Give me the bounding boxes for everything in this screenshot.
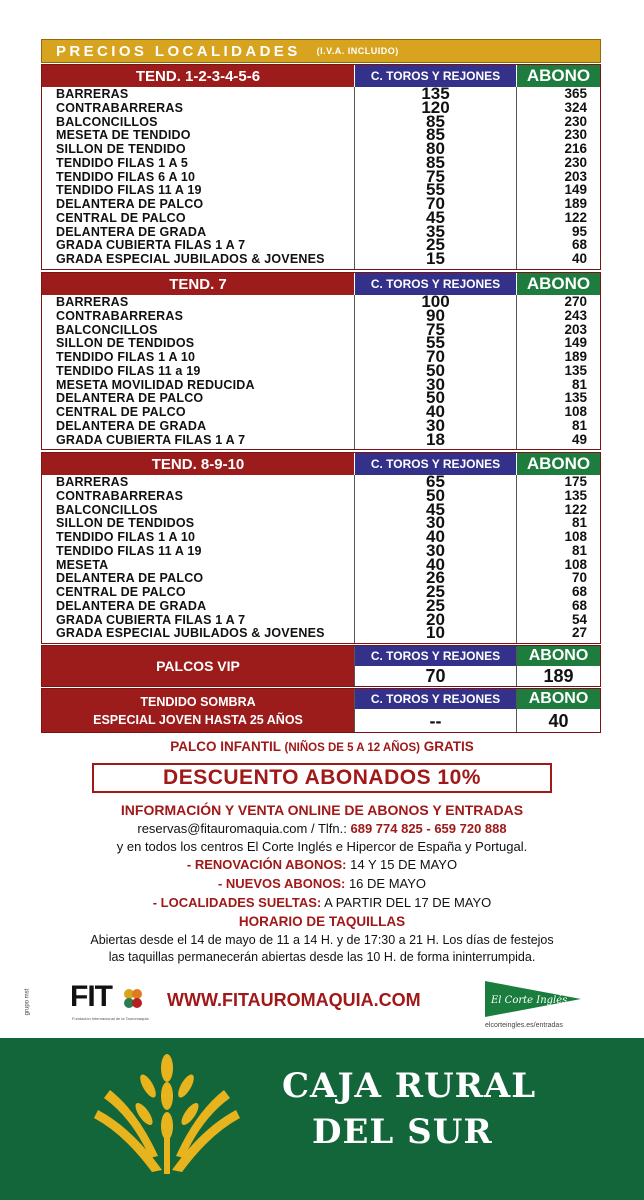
contact-line	[0, 821, 644, 836]
row-abono-price: 70	[571, 570, 587, 586]
row-toros-price: 50	[426, 388, 445, 408]
palco-infantil-free: GRATIS	[423, 739, 474, 754]
row-toros-price: 40	[426, 554, 445, 574]
row-toros-price: 30	[426, 540, 445, 560]
row-label: MESETA	[56, 557, 109, 572]
footer-logos	[0, 975, 644, 1035]
row-abono-price: 135	[564, 487, 587, 503]
row-label: CONTRABARRERAS	[56, 100, 184, 115]
row-label: BARRERAS	[56, 87, 129, 101]
nuevos-line	[0, 876, 644, 891]
column-toros-header: C. TOROS Y REJONES	[355, 689, 516, 709]
row-toros-price: 35	[426, 221, 445, 241]
row-toros-price: 30	[426, 415, 445, 435]
row-label: BALCONCILLOS	[56, 114, 158, 129]
row-toros-price: 85	[426, 111, 445, 131]
row-label: SILLON DE TENDIDOS	[56, 336, 195, 351]
column-abono-header: ABONO	[517, 646, 600, 666]
row-label: CENTRAL DE PALCO	[56, 585, 186, 599]
row-toros-price: 65	[426, 472, 445, 491]
palcos-vip-toros-price: 70	[355, 667, 516, 686]
row-label: MESETA DE TENDIDO	[56, 128, 191, 143]
row-abono-price: 149	[564, 182, 587, 198]
row-label: SILLON DE TENDIDO	[56, 142, 186, 156]
vat-note: (I.V.A. INCLUIDO)	[316, 46, 399, 56]
row-label: BALCONCILLOS	[56, 322, 158, 337]
row-toros-price: 90	[426, 305, 445, 325]
fit-logo	[70, 980, 150, 1026]
row-abono-price: 122	[564, 209, 587, 225]
row-abono-price: 68	[571, 597, 587, 613]
column-divider	[516, 475, 517, 643]
palco-infantil-label: PALCO INFANTIL	[170, 739, 281, 754]
row-toros-price: 80	[426, 139, 445, 158]
row-label: TENDIDO FILAS 11 a 19	[56, 363, 201, 378]
row-abono-price: 175	[564, 474, 587, 489]
row-abono-price: 27	[571, 625, 587, 641]
grupo-mst-text: grupo mst	[24, 988, 31, 1016]
row-label: TENDIDO FILAS 11 A 19	[56, 183, 202, 198]
row-abono-price: 189	[564, 196, 587, 211]
row-toros-price: 55	[426, 180, 445, 200]
tendido-joven-line2: ESPECIAL JOVEN HASTA 25 AÑOS	[93, 712, 303, 727]
section-title: TEND. 7	[42, 273, 354, 295]
column-divider	[354, 87, 355, 269]
sueltas-value: A PARTIR DEL 17 DE MAYO	[324, 895, 492, 910]
sponsor-band	[0, 1038, 644, 1200]
row-label: GRADA ESPECIAL JUBILADOS & JOVENES	[56, 252, 325, 266]
row-abono-price: 189	[564, 349, 587, 364]
grupo-mst-logo	[26, 981, 38, 1031]
row-abono-price: 81	[571, 542, 587, 558]
row-toros-price: 100	[421, 292, 450, 311]
horario-heading: HORARIO DE TAQUILLAS	[238, 914, 406, 929]
row-abono-price: 203	[564, 321, 587, 337]
sueltas-label: - LOCALIDADES SUELTAS:	[152, 895, 322, 910]
column-toros-header: C. TOROS Y REJONES	[355, 65, 516, 87]
row-abono-price: 135	[564, 362, 587, 378]
row-abono-price: 81	[571, 515, 587, 531]
row-toros-price: 25	[426, 235, 445, 255]
row-toros-price: 45	[426, 499, 445, 519]
horario-line-1: Abiertas desde el 14 de mayo de 11 a 14 H. y de 17:30 a 21 H. Los días de festejos	[90, 933, 554, 947]
el-corte-ingles-url: elcorteingles.es/entradas	[485, 1022, 563, 1029]
row-toros-price: 30	[426, 513, 445, 533]
palcos-vip-label: PALCOS VIP	[42, 646, 354, 686]
row-label: TENDIDO FILAS 1 A 10	[56, 530, 196, 544]
row-abono-price: 216	[564, 141, 587, 156]
column-abono-header: ABONO	[517, 453, 600, 475]
row-toros-price: 70	[426, 194, 445, 213]
column-divider	[516, 689, 517, 732]
tendido-joven-box	[41, 688, 601, 733]
horario-line-2: las taquillas permanecerán abiertas desde las 10 H. de forma ininterrumpida.	[108, 950, 536, 964]
row-abono-price: 230	[564, 113, 587, 129]
row-abono-price: 203	[564, 168, 587, 184]
section-title: TEND. 8-9-10	[42, 453, 354, 475]
palcos-vip-abono-price: 189	[517, 667, 600, 686]
row-label: MESETA MOVILIDAD REDUCIDA	[56, 377, 255, 392]
section-header	[42, 273, 600, 295]
renovacion-label: - RENOVACIÓN ABONOS:	[186, 857, 347, 872]
row-abono-price: 81	[571, 417, 587, 433]
row-toros-price: 25	[426, 595, 445, 615]
row-label: CENTRAL DE PALCO	[56, 405, 186, 419]
row-toros-price: 120	[421, 97, 450, 117]
contact-phones: 689 774 825 - 659 720 888	[350, 821, 507, 836]
stores-line: y en todos los centros El Corte Inglés e Hipercor de España y Portugal.	[116, 839, 528, 854]
row-toros-price: 25	[426, 582, 445, 601]
row-abono-price: 230	[564, 127, 587, 143]
row-label: BARRERAS	[56, 475, 129, 489]
section-header	[42, 65, 600, 87]
section-header	[42, 453, 600, 475]
row-label: CONTRABARRERAS	[56, 488, 184, 503]
row-label: DELANTERA DE PALCO	[56, 391, 204, 406]
column-divider	[354, 475, 355, 643]
price-section-3	[41, 452, 601, 644]
row-abono-price: 324	[564, 99, 587, 115]
column-divider	[516, 646, 517, 686]
row-label: TENDIDO FILAS 1 A 5	[56, 155, 189, 170]
row-label: CENTRAL DE PALCO	[56, 210, 186, 225]
contact-email: reservas@fitauromaquia.com / Tlfn.:	[137, 821, 347, 836]
row-toros-price: 40	[426, 527, 445, 546]
palcos-vip-box	[41, 645, 601, 687]
row-toros-price: 10	[426, 623, 445, 643]
website-link[interactable]: WWW.FITAUROMAQUIA.COM	[167, 990, 421, 1010]
nuevos-value: 16 DE MAYO	[348, 876, 427, 891]
row-abono-price: 365	[564, 86, 587, 101]
row-toros-price: 55	[426, 333, 445, 353]
row-abono-price: 230	[564, 154, 587, 170]
row-toros-price: 85	[426, 125, 445, 145]
tendido-joven-abono-price: 40	[517, 710, 600, 732]
section-title: TEND. 1-2-3-4-5-6	[42, 65, 354, 87]
row-label: GRADA CUBIERTA FILAS 1 A 7	[56, 432, 246, 447]
row-label: GRADA CUBIERTA FILAS 1 A 7	[56, 238, 246, 253]
row-abono-price: 243	[564, 307, 587, 323]
palco-infantil-detail: (NIÑOS DE 5 A 12 AÑOS)	[284, 742, 420, 754]
renovacion-value: 14 Y 15 DE MAYO	[350, 857, 458, 872]
el-corte-ingles-logo	[483, 977, 583, 1033]
renovacion-line	[0, 857, 644, 872]
sponsor-name-line1: CAJA RURAL	[282, 1066, 537, 1106]
row-label: CONTRABARRERAS	[56, 308, 184, 323]
column-abono-header: ABONO	[517, 273, 600, 295]
row-label: DELANTERA DE GRADA	[56, 418, 207, 433]
row-toros-price: 20	[426, 609, 445, 629]
row-abono-price: 270	[564, 294, 587, 309]
row-label: SILLON DE TENDIDOS	[56, 516, 195, 531]
column-toros-header: C. TOROS Y REJONES	[355, 646, 516, 666]
row-toros-price: 135	[421, 84, 450, 103]
row-toros-price: 75	[426, 319, 445, 339]
column-divider	[516, 87, 517, 269]
discount-box: DESCUENTO ABONADOS 10%	[92, 763, 552, 793]
row-abono-price: 68	[571, 237, 587, 253]
price-section-2	[41, 272, 601, 450]
fit-emblem-icon	[122, 987, 144, 1011]
row-toros-price: 18	[426, 429, 445, 449]
row-label: TENDIDO FILAS 1 A 10	[56, 350, 196, 364]
sponsor-name-line2: DEL SUR	[312, 1112, 493, 1152]
row-label: DELANTERA DE PALCO	[56, 571, 204, 586]
column-toros-header: C. TOROS Y REJONES	[355, 273, 516, 295]
column-divider	[354, 689, 355, 732]
nuevos-label: - NUEVOS ABONOS:	[217, 876, 346, 891]
column-abono-header: ABONO	[517, 65, 600, 87]
row-abono-price: 122	[564, 501, 587, 517]
sueltas-line	[0, 895, 644, 910]
row-abono-price: 49	[571, 431, 587, 447]
row-toros-price: 85	[426, 152, 445, 172]
row-abono-price: 81	[571, 376, 587, 392]
page-title: PRECIOS LOCALIDADES	[56, 42, 301, 60]
row-abono-price: 108	[564, 404, 587, 419]
row-label: DELANTERA DE GRADA	[56, 224, 207, 239]
row-toros-price: 15	[426, 249, 445, 268]
column-toros-header: C. TOROS Y REJONES	[355, 453, 516, 475]
column-abono-header: ABONO	[517, 689, 600, 709]
row-toros-price: 30	[426, 374, 445, 394]
row-label: DELANTERA DE GRADA	[56, 598, 207, 613]
price-section-1	[41, 64, 601, 270]
row-toros-price: 45	[426, 207, 445, 227]
row-label: TENDIDO FILAS 6 A 10	[56, 169, 196, 184]
palco-infantil-line	[0, 739, 644, 754]
column-divider	[354, 646, 355, 686]
row-label: GRADA CUBIERTA FILAS 1 A 7	[56, 612, 246, 627]
tendido-joven-toros-price: --	[355, 710, 516, 732]
row-abono-price: 135	[564, 390, 587, 406]
row-label: GRADA ESPECIAL JUBILADOS & JOVENES	[56, 626, 325, 641]
row-abono-price: 108	[564, 529, 587, 544]
row-label: BARRERAS	[56, 295, 129, 309]
row-toros-price: 75	[426, 166, 445, 186]
row-abono-price: 95	[571, 223, 587, 239]
row-label: TENDIDO FILAS 11 A 19	[56, 543, 202, 558]
tendido-joven-label	[42, 689, 354, 732]
el-corte-ingles-icon	[483, 977, 583, 1021]
column-divider	[516, 295, 517, 449]
column-divider	[354, 295, 355, 449]
row-abono-price: 68	[571, 584, 587, 599]
el-corte-ingles-logo-text: El Corte Inglés	[491, 995, 568, 1006]
row-abono-price: 40	[571, 251, 587, 266]
price-list-title-bar	[41, 39, 601, 63]
wheat-emblem-icon	[92, 1050, 242, 1180]
fit-logo-subtitle: Fundación Internacional de la Tauromaquia	[72, 1016, 149, 1021]
fit-logo-text: FIT	[70, 980, 112, 1013]
row-abono-price: 108	[564, 556, 587, 572]
tendido-joven-line1: TENDIDO SOMBRA	[140, 694, 256, 709]
row-toros-price: 70	[426, 347, 445, 366]
row-toros-price: 26	[426, 568, 445, 588]
row-toros-price: 50	[426, 485, 445, 505]
row-toros-price: 50	[426, 360, 445, 380]
row-label: BALCONCILLOS	[56, 502, 158, 517]
info-heading: INFORMACIÓN Y VENTA ONLINE DE ABONOS Y ENTRADAS	[120, 802, 524, 818]
row-abono-price: 149	[564, 335, 587, 351]
row-label: DELANTERA DE PALCO	[56, 197, 204, 211]
row-toros-price: 40	[426, 402, 445, 421]
row-abono-price: 54	[571, 611, 587, 627]
